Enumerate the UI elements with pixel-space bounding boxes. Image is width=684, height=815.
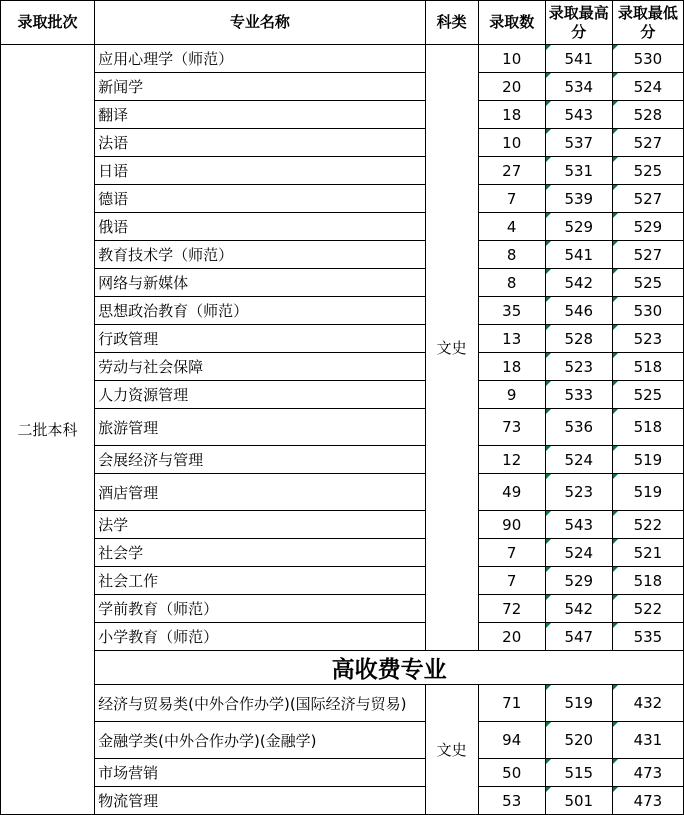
section-row <box>1 651 684 685</box>
max-score-cell: 524 <box>545 446 612 474</box>
admit-count-cell: 94 <box>478 722 545 759</box>
admit-count-cell: 4 <box>478 213 545 241</box>
min-score-cell: 521 <box>612 539 683 567</box>
max-score-cell: 542 <box>545 595 612 623</box>
admit-count-cell: 27 <box>478 157 545 185</box>
table-row <box>1 722 684 759</box>
max-score-cell: 529 <box>545 567 612 595</box>
major-name-cell: 德语 <box>95 185 425 213</box>
major-name-cell: 酒店管理 <box>95 474 425 511</box>
table-row <box>1 787 684 815</box>
major-name-cell: 经济与贸易类(中外合作办学)(国际经济与贸易) <box>95 685 425 722</box>
min-score-cell: 530 <box>612 297 683 325</box>
max-score-cell: 542 <box>545 269 612 297</box>
max-score-cell: 528 <box>545 325 612 353</box>
min-score-cell: 524 <box>612 73 683 101</box>
max-score-cell: 523 <box>545 353 612 381</box>
min-score-cell: 525 <box>612 269 683 297</box>
major-name-cell: 行政管理 <box>95 325 425 353</box>
max-score-cell: 531 <box>545 157 612 185</box>
max-score-cell: 543 <box>545 511 612 539</box>
admit-count-cell: 7 <box>478 539 545 567</box>
max-score-cell: 547 <box>545 623 612 651</box>
major-name-cell: 人力资源管理 <box>95 381 425 409</box>
admit-count-cell: 18 <box>478 353 545 381</box>
major-name-cell: 教育技术学（师范） <box>95 241 425 269</box>
max-score-cell: 519 <box>545 685 612 722</box>
min-score-cell: 535 <box>612 623 683 651</box>
table-row <box>1 539 684 567</box>
major-name-cell: 劳动与社会保障 <box>95 353 425 381</box>
min-score-cell: 522 <box>612 595 683 623</box>
min-score-cell: 525 <box>612 157 683 185</box>
max-score-cell: 541 <box>545 241 612 269</box>
major-name-cell: 应用心理学（师范） <box>95 45 425 73</box>
max-score-cell: 501 <box>545 787 612 815</box>
table-row <box>1 474 684 511</box>
max-score-cell: 539 <box>545 185 612 213</box>
table-row <box>1 567 684 595</box>
min-score-cell: 525 <box>612 381 683 409</box>
max-score-cell: 533 <box>545 381 612 409</box>
min-score-cell: 518 <box>612 567 683 595</box>
table-row <box>1 185 684 213</box>
table-row <box>1 381 684 409</box>
major-name-cell: 翻译 <box>95 101 425 129</box>
table-row <box>1 623 684 651</box>
table-row <box>1 685 684 722</box>
max-score-cell: 520 <box>545 722 612 759</box>
min-score-cell: 519 <box>612 446 683 474</box>
header-major-name: 专业名称 <box>95 1 425 45</box>
table-row <box>1 409 684 446</box>
header-min-score: 录取最低分 <box>612 1 683 45</box>
category-cell: 文史 <box>425 45 478 651</box>
admit-count-cell: 20 <box>478 623 545 651</box>
min-score-cell: 432 <box>612 685 683 722</box>
table-row <box>1 446 684 474</box>
max-score-cell: 543 <box>545 101 612 129</box>
table-row <box>1 45 684 73</box>
major-name-cell: 会展经济与管理 <box>95 446 425 474</box>
max-score-cell: 529 <box>545 213 612 241</box>
admit-count-cell: 20 <box>478 73 545 101</box>
section-title: 高收费专业 <box>95 651 684 685</box>
min-score-cell: 529 <box>612 213 683 241</box>
min-score-cell: 527 <box>612 185 683 213</box>
table-row <box>1 759 684 787</box>
admit-count-cell: 49 <box>478 474 545 511</box>
major-name-cell: 法学 <box>95 511 425 539</box>
admit-count-cell: 50 <box>478 759 545 787</box>
max-score-cell: 515 <box>545 759 612 787</box>
admit-count-cell: 35 <box>478 297 545 325</box>
major-name-cell: 物流管理 <box>95 787 425 815</box>
header-batch: 录取批次 <box>1 1 95 45</box>
major-name-cell: 小学教育（师范） <box>95 623 425 651</box>
table-row <box>1 297 684 325</box>
table-row <box>1 73 684 101</box>
major-name-cell: 社会学 <box>95 539 425 567</box>
max-score-cell: 523 <box>545 474 612 511</box>
major-name-cell: 旅游管理 <box>95 409 425 446</box>
table-row <box>1 157 684 185</box>
admit-count-cell: 90 <box>478 511 545 539</box>
min-score-cell: 519 <box>612 474 683 511</box>
admit-count-cell: 18 <box>478 101 545 129</box>
max-score-cell: 537 <box>545 129 612 157</box>
max-score-cell: 546 <box>545 297 612 325</box>
min-score-cell: 473 <box>612 759 683 787</box>
batch-cell: 二批本科 <box>1 45 95 815</box>
table-row <box>1 595 684 623</box>
table-header-row <box>1 1 684 45</box>
max-score-cell: 541 <box>545 45 612 73</box>
min-score-cell: 527 <box>612 129 683 157</box>
admit-count-cell: 9 <box>478 381 545 409</box>
category-cell: 文史 <box>425 685 478 815</box>
major-name-cell: 法语 <box>95 129 425 157</box>
min-score-cell: 518 <box>612 409 683 446</box>
admit-count-cell: 12 <box>478 446 545 474</box>
admit-count-cell: 7 <box>478 185 545 213</box>
admit-count-cell: 8 <box>478 269 545 297</box>
header-max-score: 录取最高分 <box>545 1 612 45</box>
table-row <box>1 241 684 269</box>
max-score-cell: 536 <box>545 409 612 446</box>
admit-count-cell: 71 <box>478 685 545 722</box>
min-score-cell: 522 <box>612 511 683 539</box>
admit-count-cell: 72 <box>478 595 545 623</box>
admit-count-cell: 13 <box>478 325 545 353</box>
admit-count-cell: 8 <box>478 241 545 269</box>
table-row <box>1 213 684 241</box>
major-name-cell: 社会工作 <box>95 567 425 595</box>
min-score-cell: 431 <box>612 722 683 759</box>
min-score-cell: 518 <box>612 353 683 381</box>
admit-count-cell: 73 <box>478 409 545 446</box>
table-row <box>1 101 684 129</box>
admit-count-cell: 10 <box>478 45 545 73</box>
header-admit-count: 录取数 <box>478 1 545 45</box>
table-row <box>1 269 684 297</box>
max-score-cell: 524 <box>545 539 612 567</box>
max-score-cell: 534 <box>545 73 612 101</box>
table-row <box>1 129 684 157</box>
admit-count-cell: 7 <box>478 567 545 595</box>
min-score-cell: 527 <box>612 241 683 269</box>
header-category: 科类 <box>425 1 478 45</box>
major-name-cell: 俄语 <box>95 213 425 241</box>
major-name-cell: 日语 <box>95 157 425 185</box>
admit-count-cell: 10 <box>478 129 545 157</box>
table-row <box>1 325 684 353</box>
min-score-cell: 528 <box>612 101 683 129</box>
major-name-cell: 新闻学 <box>95 73 425 101</box>
major-name-cell: 思想政治教育（师范） <box>95 297 425 325</box>
table-row <box>1 353 684 381</box>
major-name-cell: 市场营销 <box>95 759 425 787</box>
major-name-cell: 学前教育（师范） <box>95 595 425 623</box>
major-name-cell: 网络与新媒体 <box>95 269 425 297</box>
major-name-cell: 金融学类(中外合作办学)(金融学) <box>95 722 425 759</box>
min-score-cell: 523 <box>612 325 683 353</box>
min-score-cell: 473 <box>612 787 683 815</box>
table-row <box>1 511 684 539</box>
admit-count-cell: 53 <box>478 787 545 815</box>
min-score-cell: 530 <box>612 45 683 73</box>
